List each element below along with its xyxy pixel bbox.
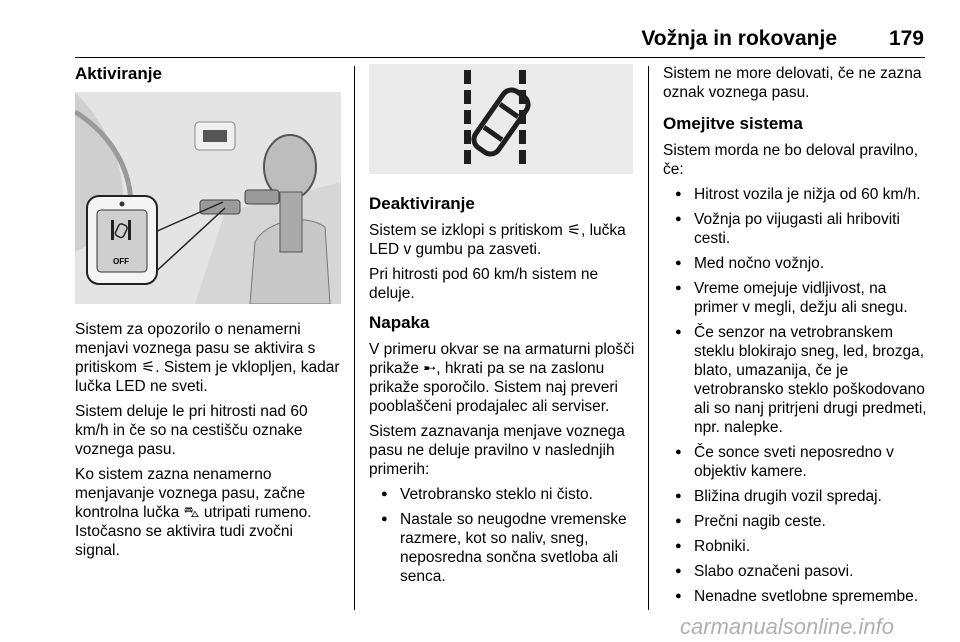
watermark: carmanualsonline.info bbox=[680, 614, 895, 639]
section-heading-aktiviranje: Aktiviranje bbox=[75, 64, 162, 83]
paragraph: Sistem za opozorilo o nenamerni menjavi voznega pasu se aktivira s pritiskom ⚟. Sistem je vklopljen, kadar lučka LED ne sveti. bbox=[75, 321, 340, 395]
condition-list bbox=[369, 485, 635, 586]
lane-warning-icon-panel bbox=[369, 64, 633, 174]
paragraph: Sistem ne more delovati, če ne zazna oznak voznega pasu. bbox=[663, 65, 922, 101]
paragraph: Ko sistem zazna nenamerno menjavanje voznega pasu, začne kontrolna lučka ⛍ utripati rumeno. Istočasno se aktivira tudi zvočni signal. bbox=[75, 466, 312, 559]
page-title: Vožnja in rokovanje bbox=[641, 27, 837, 50]
paragraph: V primeru okvar se na armaturni plošči prikaže ➸, hkrati pa se na zaslonu prikaže sporočilo. Sistem naj preveri pooblaščeni prodajalec ali serviser. bbox=[369, 341, 635, 415]
limitations-list bbox=[663, 185, 928, 606]
column-divider-2 bbox=[648, 66, 649, 610]
column-1 bbox=[75, 64, 341, 566]
section-heading-deaktiviranje: Deaktiviranje bbox=[369, 194, 475, 213]
list-item: ● Robniki. bbox=[663, 537, 928, 556]
paragraph: Sistem morda ne bo deloval pravilno, če: bbox=[663, 142, 919, 178]
paragraph: Sistem se izklopi s pritiskom ⚟, lučka LED v gumbu pa zasveti. bbox=[369, 222, 626, 258]
page-header bbox=[0, 0, 960, 62]
list-item: ● Če senzor na vetrobranskem steklu blokirajo sneg, led, brozga, blato, umazanija, če je vetrobransko steklo poškodovano ali so nanj pritrjeni drugi predmeti, npr. nalepke. bbox=[663, 323, 928, 437]
list-item: ● Med nočno vožnjo. bbox=[663, 254, 928, 273]
column-divider-1 bbox=[354, 66, 355, 610]
gearshift-illustration bbox=[75, 92, 341, 304]
list-item: ● Vožnja po vijugasti ali hriboviti cesti. bbox=[663, 210, 928, 248]
list-item: ● Nenadne svetlobne spremembe. bbox=[663, 587, 928, 606]
list-item: ● Prečni nagib ceste. bbox=[663, 512, 928, 531]
gearshift-photo bbox=[75, 92, 341, 304]
page-number: 179 bbox=[888, 27, 924, 50]
header-divider bbox=[75, 57, 925, 58]
list-item: ● Slabo označeni pasovi. bbox=[663, 562, 928, 581]
list-item: ● Vreme omejuje vidljivost, na primer v megli, dežju ali snegu. bbox=[663, 279, 928, 317]
list-item: ● Bližina drugih vozil spredaj. bbox=[663, 487, 928, 506]
paragraph: Sistem deluje le pri hitrosti nad 60 km/h in če so na cestišču oznake voznega pasu. bbox=[75, 403, 308, 458]
column-2 bbox=[369, 64, 635, 592]
list-item: ● Nastale so neugodne vremenske razmere, kot so naliv, sneg, neposredna sončna svetloba ali senca. bbox=[369, 510, 635, 586]
paragraph: Pri hitrosti pod 60 km/h sistem ne deluje. bbox=[369, 266, 599, 302]
list-item: ● Vetrobransko steklo ni čisto. bbox=[369, 485, 635, 504]
off-label: OFF bbox=[113, 257, 129, 266]
list-item: ● Hitrost vozila je nižja od 60 km/h. bbox=[663, 185, 928, 204]
section-heading-omejitve-sistema: Omejitve sistema bbox=[663, 114, 803, 133]
section-heading-napaka: Napaka bbox=[369, 313, 430, 332]
column-3 bbox=[663, 64, 928, 612]
list-item: ● Če sonce sveti neposredno v objektiv kamere. bbox=[663, 443, 928, 481]
lane-departure-warning-icon bbox=[369, 64, 633, 174]
paragraph: Sistem zaznavanja menjave voznega pasu ne deluje pravilno v naslednjih primerih: bbox=[369, 423, 625, 478]
